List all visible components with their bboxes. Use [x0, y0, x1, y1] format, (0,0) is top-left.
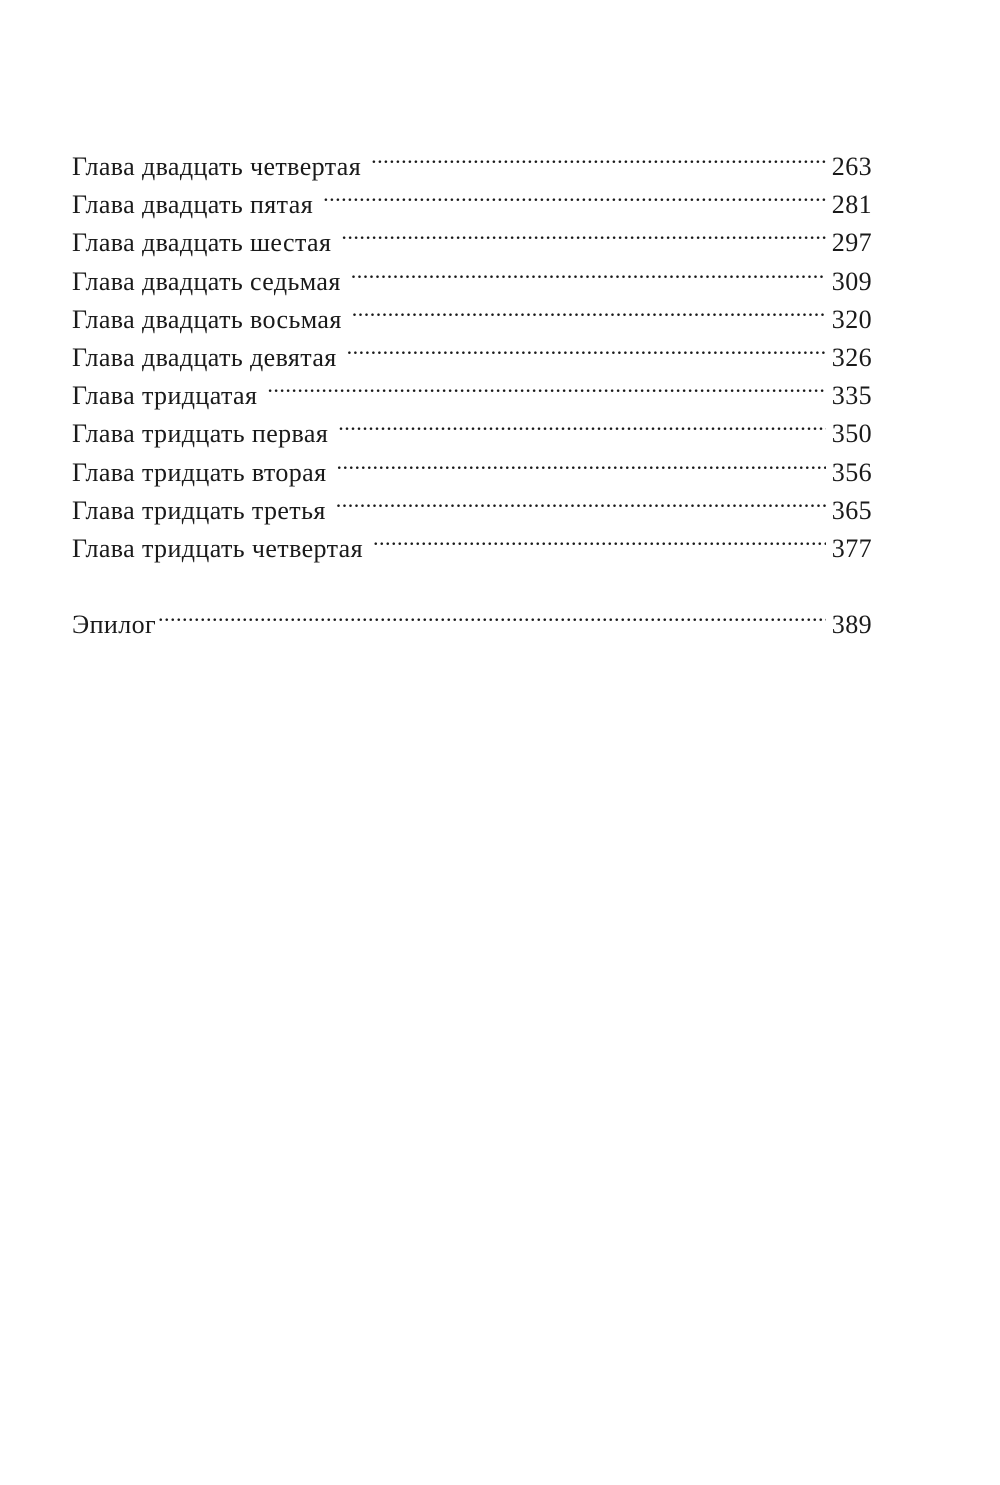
toc-entry-page-number: 320: [831, 304, 872, 334]
toc-dot-leader: [338, 404, 826, 442]
table-of-contents: [72, 137, 872, 640]
toc-entry-page-number: 356: [831, 457, 872, 487]
toc-entry-page-number: 389: [831, 610, 872, 640]
toc-entry-title: Эпилог: [72, 610, 157, 640]
toc-entry-title: Глава тридцать вторая: [72, 457, 327, 487]
toc-dot-leader: [158, 595, 826, 633]
toc-dot-leader: [336, 443, 825, 481]
toc-entry-title: Глава двадцать седьмая: [72, 266, 341, 296]
toc-entry-title: Глава двадцать пятая: [72, 190, 314, 220]
toc-entry-page-number: 377: [831, 533, 872, 563]
toc-entry-title: Глава двадцать восьмая: [72, 304, 342, 334]
toc-entry-page-number: 350: [831, 419, 872, 449]
toc-entry-title: Глава тридцатая: [72, 381, 258, 411]
toc-chapter-list: [72, 137, 872, 640]
toc-entry-page-number: 335: [831, 381, 872, 411]
toc-dot-leader: [371, 137, 826, 175]
toc-dot-leader: [347, 328, 826, 366]
toc-entry-title: Глава тридцать первая: [72, 419, 329, 449]
toc-entry-page-number: 365: [831, 495, 872, 525]
toc-dot-leader: [351, 252, 826, 290]
toc-dot-leader: [341, 213, 825, 251]
toc-entry-epilog: [72, 595, 872, 640]
toc-dot-leader: [373, 519, 826, 557]
toc-entry-chapter-24: [72, 137, 872, 181]
toc-entry-page-number: 263: [831, 152, 872, 181]
toc-entry-page-number: 309: [831, 266, 872, 296]
toc-dot-leader: [336, 481, 826, 519]
toc-entry-page-number: 281: [831, 190, 872, 220]
toc-entry-title: Глава двадцать девятая: [72, 342, 337, 372]
toc-entry-title: Глава тридцать третья: [72, 495, 326, 525]
toc-entry-title: Глава двадцать четвертая: [72, 152, 362, 181]
toc-entry-page-number: 326: [831, 342, 872, 372]
toc-entry-title: Глава тридцать четвертая: [72, 533, 363, 563]
toc-dot-leader: [267, 366, 825, 404]
toc-entry-title: Глава двадцать шестая: [72, 228, 332, 258]
toc-entry-page-number: 297: [831, 228, 872, 258]
toc-dot-leader: [323, 175, 826, 213]
toc-dot-leader: [352, 290, 826, 328]
